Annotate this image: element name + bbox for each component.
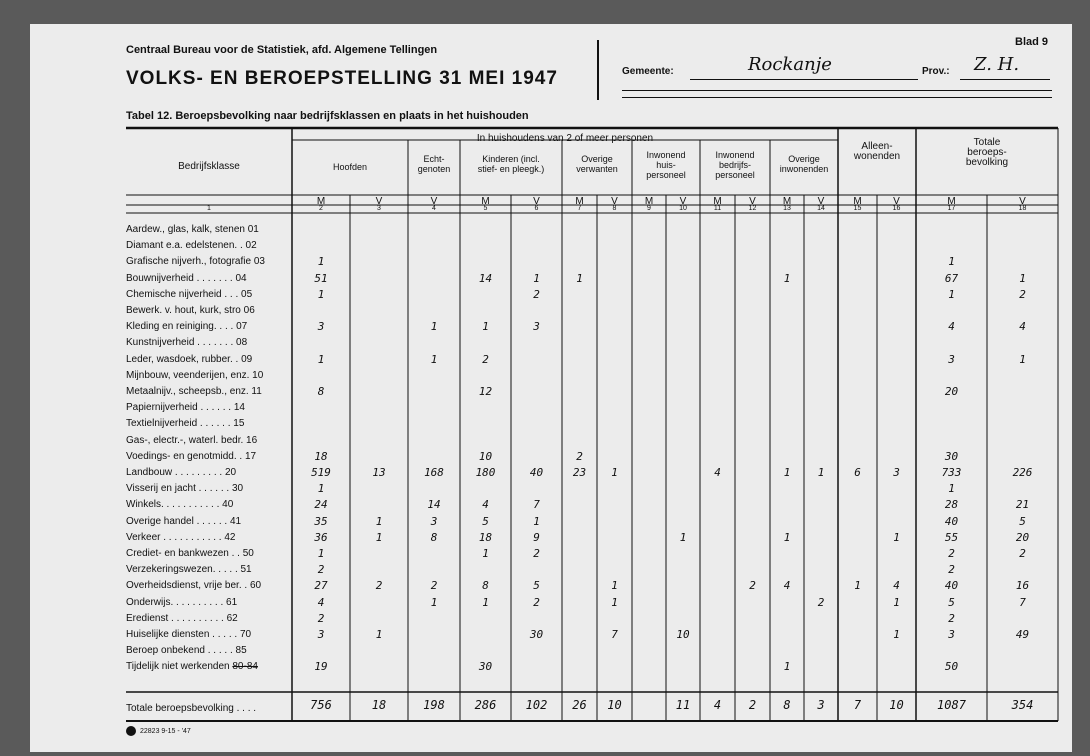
mv-label: V	[430, 196, 438, 207]
table-cell: 1	[948, 255, 955, 269]
table-cell: 30	[478, 660, 493, 674]
row-label: Overige handel . . . . . . 41	[126, 515, 242, 527]
table-cell: 226	[1012, 466, 1033, 479]
table-cell: 1	[430, 352, 438, 366]
row-label: Metaalnijv., scheepsb., enz. 11	[126, 386, 262, 397]
table-cell: 519	[311, 466, 331, 479]
total-cell: 198	[423, 698, 445, 712]
table-cell: 20	[1015, 530, 1030, 544]
total-cell: 11	[675, 698, 691, 712]
table-cell: 1	[317, 482, 325, 496]
row-label: Eredienst . . . . . . . . . . 62	[126, 612, 238, 624]
row-label: Kleding en reiniging. . . . 07	[126, 321, 248, 333]
table-cell: 3	[317, 628, 325, 641]
table-cell: 1	[893, 530, 900, 544]
table-cell: 1	[783, 530, 791, 544]
table-cell: 1	[533, 271, 540, 285]
row-label: Overheidsdienst, vrije ber. . 60	[126, 580, 262, 592]
header-hoofden: Hoofden	[332, 162, 368, 172]
row-label: Verkeer . . . . . . . . . . . 42	[126, 531, 236, 543]
table-cell: 2	[948, 563, 955, 577]
table-cell: 2	[749, 579, 756, 593]
column-number: 3	[377, 205, 381, 212]
mv-label: V	[679, 196, 687, 207]
total-cell: 354	[1011, 698, 1034, 712]
table-cell: 16	[1015, 579, 1030, 593]
table-cell: 7	[1019, 595, 1026, 609]
header-kinderen: Kinderen (incl. stief- en pleegk.)	[477, 154, 545, 174]
table-cell: 49	[1015, 628, 1030, 641]
row-label: Winkels. . . . . . . . . . . 40	[126, 499, 234, 511]
table-cell: 1	[482, 547, 489, 560]
mv-label: M	[947, 196, 956, 207]
table-cell: 1	[482, 320, 489, 334]
table-cell: 2	[482, 352, 489, 366]
total-cell: 26	[572, 698, 587, 712]
bureau-name: Centraal Bureau voor de Statistiek, afd. Algemene Tellingen	[126, 44, 438, 56]
table-cell: 30	[529, 628, 544, 641]
table-cell: 1	[948, 482, 955, 496]
header-households: In huishoudens van 2 of meer personen	[476, 133, 654, 144]
column-number: 11	[713, 205, 722, 212]
total-cell: 102	[525, 698, 548, 712]
table-title: Tabel 12. Beroepsbevolking naar bedrijfsklassen en plaats in het huishouden	[126, 110, 529, 122]
table-cell: 28	[944, 498, 959, 512]
table-cell: 18	[314, 449, 328, 463]
header-bedrijfsklasse: Bedrijfsklasse	[178, 161, 240, 172]
column-number: 14	[817, 205, 825, 212]
row-label: Chemische nijverheid . . . 05	[126, 288, 253, 300]
row-label: Gas-, electr.-, waterl. bedr. 16	[126, 434, 258, 446]
header-overige-verwanten: Overige verwanten	[576, 154, 618, 174]
print-code-text: 22823 9-15 - '47	[140, 727, 191, 735]
mv-label: V	[893, 196, 900, 207]
table-cell: 1	[317, 255, 325, 269]
table-cell: 1	[783, 660, 791, 674]
row-label: Papiernijverheid . . . . . . 14	[126, 402, 245, 414]
table-cell: 2	[430, 579, 438, 593]
table-cell: 55	[944, 530, 959, 544]
table-cell: 2	[375, 579, 383, 593]
mv-label: V	[749, 196, 756, 207]
table-cell: 19	[314, 660, 328, 674]
table-cell: 4	[948, 320, 955, 334]
table-cell: 14	[478, 271, 493, 285]
row-label: Diamant e.a. edelstenen. . 02	[126, 240, 257, 252]
total-cell: 7	[853, 698, 862, 712]
table-cell: 1	[317, 287, 325, 301]
total-cell: 2	[748, 698, 757, 712]
table-cell: 5	[948, 595, 955, 609]
page-number: Blad 9	[1015, 36, 1049, 48]
row-label: Textielnijverheid . . . . . . 15	[126, 418, 245, 430]
table-cell: 67	[944, 271, 959, 285]
table-cell: 35	[314, 514, 328, 528]
mv-label: M	[481, 196, 490, 207]
gemeente-label: Gemeente:	[622, 66, 674, 77]
table-cell: 30	[944, 449, 959, 463]
column-number: 5	[483, 205, 488, 212]
table-cell: 2	[533, 595, 540, 609]
table-cell: 23	[572, 466, 587, 479]
row-label: Bewerk. v. hout, kurk, stro 06	[126, 305, 255, 316]
table-cell: 1	[611, 579, 618, 593]
table-cell: 2	[1019, 547, 1026, 560]
total-cell: 18	[371, 698, 387, 712]
table-cell: 24	[314, 498, 328, 512]
table-cell: 1	[1019, 352, 1026, 366]
mv-label: M	[853, 196, 862, 207]
column-number: 13	[783, 205, 791, 212]
mv-label: V	[1019, 196, 1026, 207]
printer-logo-icon	[126, 726, 136, 736]
table-cell: 2	[317, 611, 325, 625]
table-cell: 1	[482, 595, 489, 609]
column-number: 12	[748, 205, 757, 212]
table-cell: 3	[948, 352, 955, 366]
column-number: 9	[647, 205, 651, 212]
mv-label: M	[713, 196, 722, 207]
mv-label: M	[644, 196, 654, 207]
table-cell: 4	[317, 595, 325, 609]
row-label: Grafische nijverh., fotografie 03	[126, 256, 265, 268]
table-cell: 1	[430, 320, 438, 334]
total-cell: 3	[817, 698, 825, 712]
table-cell: 13	[372, 466, 386, 479]
table-cell: 180	[475, 466, 496, 479]
table-cell: 1	[783, 466, 791, 479]
prov-label: Prov.:	[922, 66, 950, 77]
column-number: 1	[207, 205, 211, 212]
column-number: 8	[612, 205, 617, 212]
table-cell: 3	[948, 628, 955, 641]
table-cell: 51	[314, 271, 328, 285]
table-cell: 1	[893, 628, 900, 641]
mv-label: M	[316, 196, 326, 207]
table-cell: 8	[317, 385, 325, 398]
header-echtgenoten: Echt- genoten	[417, 154, 451, 174]
table-cell: 1	[375, 628, 383, 641]
mv-label: V	[375, 196, 383, 207]
mv-label: M	[575, 196, 584, 207]
header-alleenwonenden: Alleen- wonenden	[853, 141, 901, 162]
table-cell: 40	[944, 579, 959, 593]
table-cell: 1	[533, 514, 540, 528]
table-cell: 40	[944, 514, 959, 528]
row-label: Leder, wasdoek, rubber. . 09	[126, 353, 253, 365]
table-cell: 7	[533, 498, 540, 512]
table-cell: 20	[944, 385, 959, 398]
column-number: 18	[1018, 205, 1027, 212]
gemeente-value: Rockanje	[748, 54, 832, 75]
row-label: Onderwijs. . . . . . . . . . 61	[126, 596, 238, 608]
table-cell: 27	[314, 579, 328, 593]
row-label: Tijdelijk niet werkenden 80-84	[126, 661, 258, 673]
row-label: Beroep onbekend . . . . . 85	[126, 645, 247, 657]
table-cell: 1	[317, 352, 325, 366]
column-number: 16	[892, 205, 901, 212]
table-cell: 1	[317, 547, 325, 560]
row-label: Landbouw . . . . . . . . . 20	[126, 467, 237, 478]
table-cell: 14	[427, 498, 441, 512]
mv-label: V	[611, 196, 618, 207]
table-cell: 4	[482, 498, 489, 512]
table-cell: 2	[317, 563, 325, 577]
table-cell: 2	[1019, 287, 1026, 301]
header-overige-inwonenden: Overige inwonenden	[779, 154, 829, 174]
row-label: Visserij en jacht . . . . . . 30	[126, 483, 244, 495]
table-cell: 1	[783, 271, 791, 285]
table-cell: 5	[1019, 514, 1026, 528]
table-cell: 733	[941, 466, 962, 479]
table-cell: 3	[893, 466, 900, 479]
table-cell: 2	[948, 611, 955, 625]
column-number: 10	[679, 205, 687, 212]
table-cell: 7	[611, 628, 618, 641]
table-cell: 1	[854, 579, 861, 593]
table-cell: 1	[611, 466, 618, 479]
table-cell: 168	[424, 466, 444, 479]
table-cell: 4	[1019, 320, 1026, 334]
table-cell: 1	[576, 271, 583, 285]
table-cell: 18	[478, 530, 493, 544]
column-number: 7	[577, 205, 582, 212]
table-cell: 36	[314, 530, 328, 544]
total-cell: 8	[783, 698, 791, 712]
table-cell: 40	[529, 466, 544, 479]
row-label: Crediet- en bankwezen . . 50	[126, 548, 254, 559]
mv-label: V	[533, 196, 540, 207]
total-cell: 756	[310, 698, 332, 712]
total-cell: 286	[474, 698, 497, 712]
table-cell: 5	[482, 514, 489, 528]
total-cell: 10	[607, 698, 622, 712]
mv-label: M	[782, 196, 792, 207]
total-cell: 4	[713, 698, 722, 712]
column-number: 6	[534, 205, 539, 212]
table-cell: 8	[482, 579, 489, 593]
total-label: Totale beroepsbevolking . . . .	[126, 703, 257, 714]
table-cell: 10	[676, 628, 690, 641]
column-number: 4	[432, 205, 436, 212]
column-number: 15	[853, 205, 862, 212]
table-cell: 1	[1019, 271, 1026, 285]
struck-code: 80-84	[232, 661, 258, 673]
prov-value: Z. H.	[974, 54, 1020, 75]
table-cell: 3	[533, 320, 540, 334]
table-cell: 1	[430, 595, 438, 609]
row-label: Kunstnijverheid . . . . . . . 08	[126, 337, 248, 349]
table-cell: 4	[714, 466, 721, 479]
table-cell: 1	[893, 595, 900, 609]
form-title: VOLKS- EN BEROEPSTELLING 31 MEI 1947	[126, 68, 558, 89]
table-cell: 9	[533, 530, 540, 544]
total-cell: 1087	[937, 698, 966, 712]
row-label: Voedings- en genotmidd. . 17	[126, 450, 257, 462]
table-cell: 1	[948, 287, 955, 301]
table-cell: 1	[817, 466, 825, 479]
column-number: 17	[947, 205, 956, 212]
row-label: Aardew., glas, kalk, stenen 01	[126, 224, 259, 235]
table-cell: 2	[533, 547, 540, 560]
table-cell: 2	[817, 595, 825, 609]
row-label: Verzekeringswezen. . . . . 51	[126, 564, 252, 576]
header-totale: Totale beroeps- bevolking	[965, 137, 1009, 168]
table-cell: 1	[375, 530, 383, 544]
table-cell: 4	[783, 579, 791, 593]
table-cell: 3	[317, 320, 325, 334]
header-inwonend-huispersoneel: Inwonend huis- personeel	[646, 150, 686, 180]
table-cell: 2	[533, 287, 540, 301]
print-code	[126, 726, 191, 736]
table-cell: 1	[375, 514, 383, 528]
table-cell: 2	[576, 449, 583, 463]
table-cell: 50	[944, 660, 959, 674]
row-label: Huiselijke diensten . . . . . 70	[126, 629, 252, 640]
table-cell: 4	[893, 579, 900, 593]
table-cell: 1	[611, 595, 618, 609]
table-cell: 5	[533, 579, 540, 593]
header-inwonend-bedrijfspersoneel: Inwonend bedrijfs- personeel	[715, 150, 755, 180]
total-cell: 10	[889, 698, 904, 712]
table-cell: 1	[679, 530, 687, 544]
table-cell: 21	[1015, 498, 1030, 512]
table-cell: 6	[854, 466, 861, 479]
mv-label: V	[817, 196, 825, 207]
table-cell: 2	[948, 547, 955, 560]
row-label: Bouwnijverheid . . . . . . . 04	[126, 272, 247, 284]
column-number: 2	[319, 205, 323, 212]
row-label: Mijnbouw, veenderijen, enz. 10	[126, 369, 264, 381]
table-cell: 10	[478, 449, 493, 463]
census-sheet	[30, 24, 1072, 752]
table-cell: 8	[430, 530, 438, 544]
table-cell: 12	[478, 385, 493, 398]
table-cell: 3	[430, 514, 438, 528]
